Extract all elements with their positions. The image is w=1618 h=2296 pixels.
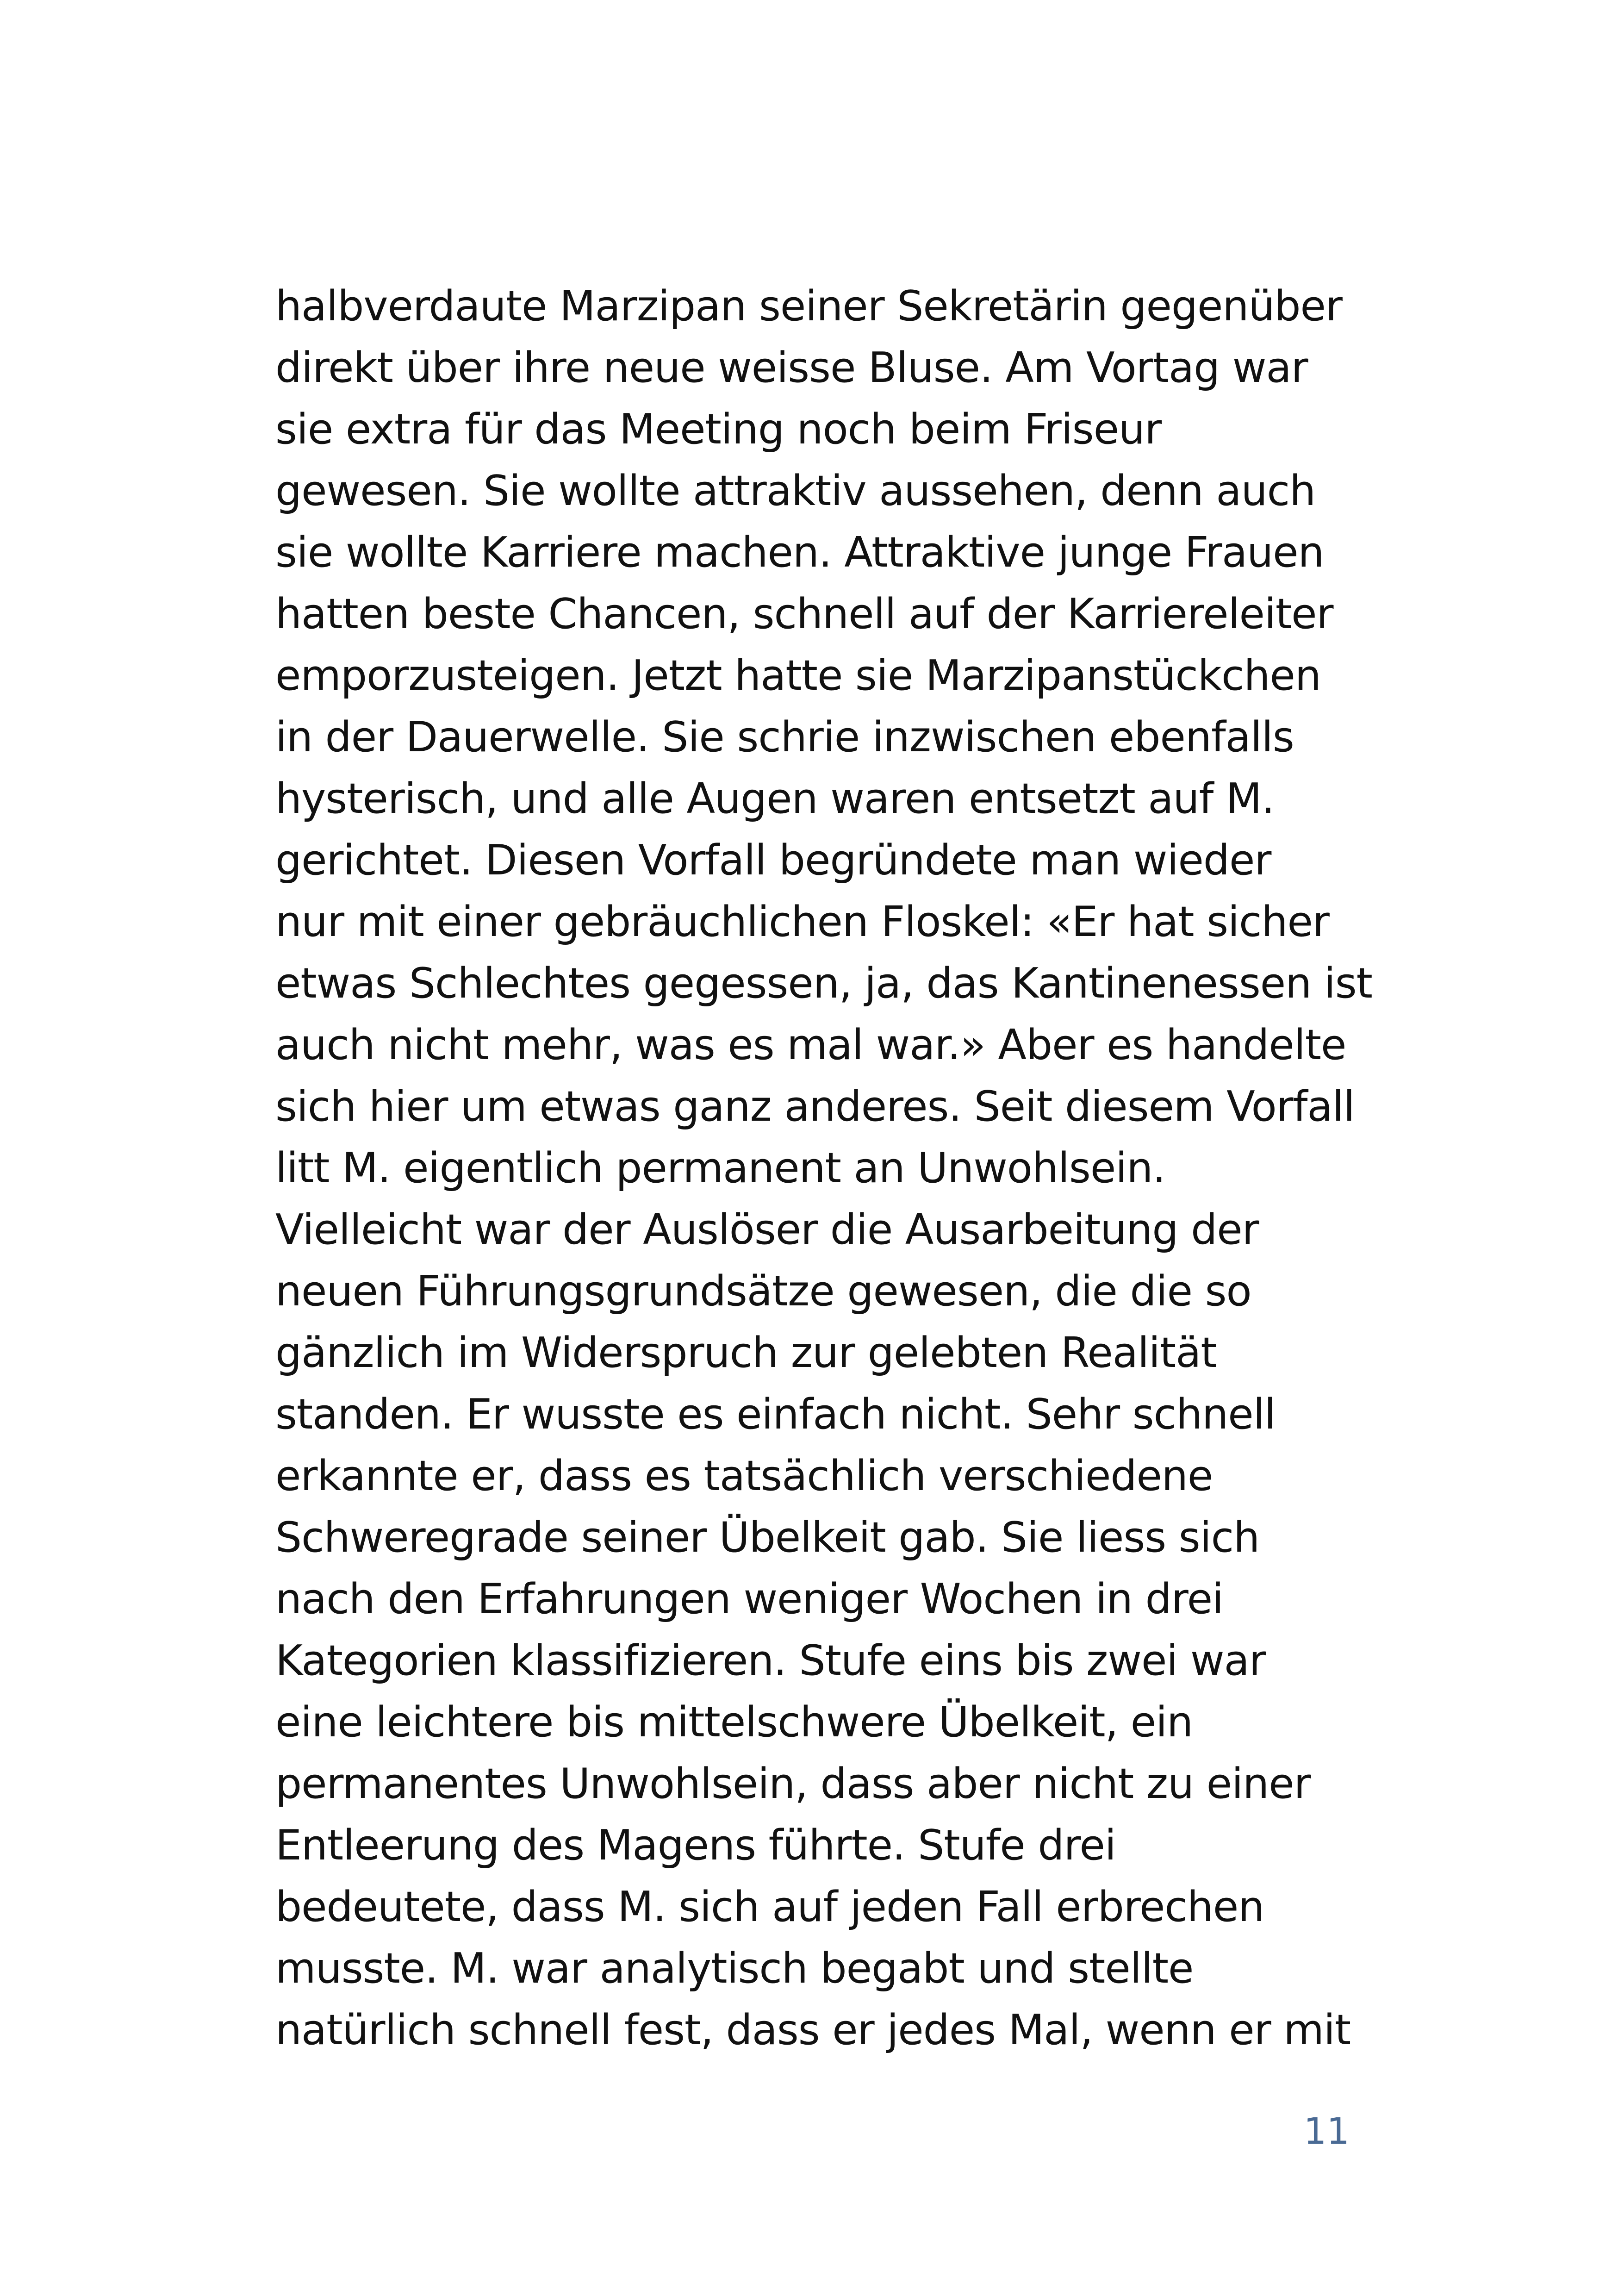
text-line: hysterisch, und alle Augen waren entsetzt auf M.	[275, 774, 1275, 823]
text-line: erkannte er, dass es tatsächlich verschiedene	[275, 1452, 1213, 1500]
text-line: etwas Schlechtes gegessen, ja, das Kantinenessen ist	[275, 959, 1372, 1008]
text-line: gewesen. Sie wollte attraktiv aussehen, denn auch	[275, 467, 1316, 515]
text-line: hatten beste Chancen, schnell auf der Karriereleiter	[275, 590, 1333, 638]
text-line: litt M. eigentlich permanent an Unwohlsein.	[275, 1144, 1165, 1192]
text-line: bedeutete, dass M. sich auf jeden Fall erbrechen	[275, 1883, 1264, 1931]
text-line: Schweregrade seiner Übelkeit gab. Sie liess sich	[275, 1513, 1260, 1562]
text-line: gerichtet. Diesen Vorfall begründete man wieder	[275, 836, 1271, 885]
text-line: neuen Führungsgrundsätze gewesen, die die so	[275, 1267, 1251, 1316]
text-line: nur mit einer gebräuchlichen Floskel: «Er hat sicher	[275, 898, 1329, 946]
text-line: Kategorien klassifizieren. Stufe eins bis zwei war	[275, 1636, 1266, 1685]
text-line: Entleerung des Magens führte. Stufe drei	[275, 1821, 1116, 1870]
text-line: sich hier um etwas ganz anderes. Seit diesem Vorfall	[275, 1082, 1355, 1131]
text-line: permanentes Unwohlsein, dass aber nicht zu einer	[275, 1759, 1311, 1808]
text-line: emporzusteigen. Jetzt hatte sie Marzipanstückchen	[275, 651, 1321, 700]
text-line: standen. Er wusste es einfach nicht. Sehr schnell	[275, 1390, 1276, 1439]
text-line: halbverdaute Marzipan seiner Sekretärin gegenüber	[275, 282, 1342, 331]
text-line: Vielleicht war der Auslöser die Ausarbeitung der	[275, 1205, 1259, 1254]
text-line: sie wollte Karriere machen. Attraktive junge Frauen	[275, 528, 1324, 577]
text-line: natürlich schnell fest, dass er jedes Mal, wenn er mit	[275, 2006, 1351, 2054]
text-line: in der Dauerwelle. Sie schrie inzwischen ebenfalls	[275, 713, 1294, 761]
text-line: auch nicht mehr, was es mal war.» Aber es handelte	[275, 1021, 1346, 1069]
text-line: nach den Erfahrungen weniger Wochen in drei	[275, 1575, 1224, 1623]
text-line: eine leichtere bis mittelschwere Übelkeit, ein	[275, 1698, 1193, 1747]
text-line: sie extra für das Meeting noch beim Friseur	[275, 405, 1162, 454]
text-line: musste. M. war analytisch begabt und stellte	[275, 1944, 1194, 1993]
page-number: 11	[1303, 2111, 1350, 2152]
text-line: gänzlich im Widerspruch zur gelebten Realität	[275, 1329, 1217, 1377]
text-line: direkt über ihre neue weisse Bluse. Am Vortag war	[275, 343, 1308, 392]
body-text	[275, 275, 1372, 2061]
